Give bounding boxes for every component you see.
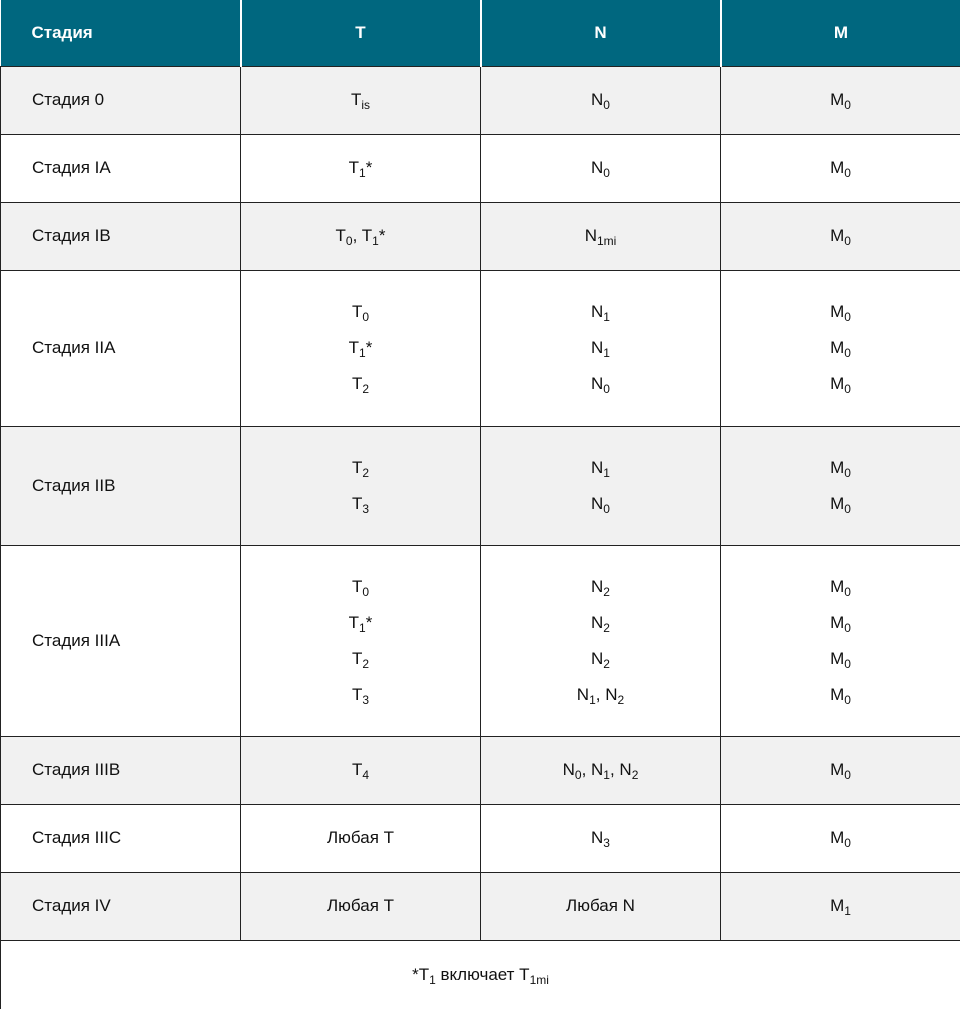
t-cell [241, 270, 481, 426]
t-cell [241, 426, 481, 545]
text-segment: M [830, 374, 845, 393]
text-segment: включает T [435, 965, 530, 984]
cell-line [349, 569, 373, 605]
cell-line [349, 677, 373, 713]
cell-line [830, 158, 851, 178]
text-segment: T [351, 493, 363, 513]
subscript: 0 [844, 768, 851, 782]
cell-line [349, 366, 373, 402]
cell-line [830, 896, 851, 916]
text-segment: N [584, 226, 597, 245]
subscript: 0 [603, 382, 610, 396]
m-cell [721, 270, 960, 426]
text-segment: T [348, 612, 360, 632]
n-cell [481, 872, 721, 940]
subscript: 1mi [596, 234, 617, 248]
subscript: 2 [603, 584, 610, 599]
text-segment: T [351, 760, 363, 779]
subscript: 2 [617, 692, 625, 707]
text-segment: T [351, 576, 363, 596]
cell-lines [591, 158, 610, 178]
text-segment: , N [595, 684, 618, 704]
cell-lines [349, 294, 373, 402]
cell-line [591, 366, 610, 402]
m-cell [721, 202, 960, 270]
text-segment: N [591, 576, 604, 596]
stage-cell: Стадия IIIB [1, 736, 241, 804]
n-cell [481, 270, 721, 426]
text-segment: N [576, 684, 590, 704]
t-cell [241, 736, 481, 804]
text-segment: M [830, 760, 845, 779]
cell-lines [349, 158, 373, 178]
t-cell [241, 804, 481, 872]
subscript: 4 [362, 768, 370, 782]
t-cell [241, 202, 481, 270]
cell-line [349, 330, 373, 366]
subscript: 0 [603, 501, 610, 516]
subscript: 1 [603, 310, 610, 324]
cell-lines [830, 828, 851, 848]
text-segment: T [350, 90, 362, 109]
cell-line [349, 641, 373, 677]
cell-line [563, 760, 639, 780]
cell-line [336, 226, 386, 246]
subscript: 2 [362, 656, 370, 671]
text-segment: * [365, 338, 373, 357]
cell-line [830, 677, 851, 713]
table-row [1, 426, 960, 545]
t-cell [241, 872, 481, 940]
cell-lines [352, 760, 369, 780]
text-segment: , T [352, 226, 373, 245]
subscript: 0 [844, 346, 851, 360]
text-segment: N [591, 828, 604, 847]
subscript: 0 [844, 656, 851, 671]
cell-line [591, 450, 610, 486]
text-segment: M [830, 302, 845, 321]
subscript: 2 [603, 620, 610, 635]
cell-lines [830, 158, 851, 178]
text-segment: M [830, 828, 845, 847]
table-row [1, 270, 960, 426]
n-cell [481, 66, 721, 134]
cell-lines [577, 569, 624, 713]
cell-lines [830, 760, 851, 780]
text-segment: M [830, 226, 845, 245]
cell-line [830, 605, 851, 641]
subscript: 0 [844, 98, 851, 112]
stage-cell: Стадия 0 [1, 66, 241, 134]
table-row [1, 545, 960, 736]
text-segment: Любая N [566, 896, 635, 915]
text-segment: Любая T [326, 896, 395, 915]
cell-lines [830, 896, 851, 916]
subscript: 1 [603, 346, 610, 360]
subscript: 0 [844, 501, 851, 516]
subscript: 3 [603, 836, 610, 850]
header-stage: Стадия [1, 0, 241, 66]
cell-line [591, 90, 610, 110]
cell-line [830, 294, 851, 330]
cell-line [566, 896, 635, 916]
cell-lines [351, 90, 370, 110]
text-segment: M [830, 896, 845, 915]
text-segment: N [562, 760, 575, 779]
text-segment: T [351, 684, 363, 704]
stage-cell: Стадия IIB [1, 426, 241, 545]
subscript: is [361, 98, 371, 112]
text-segment: N [591, 158, 604, 177]
cell-lines [563, 760, 639, 780]
stage-cell: Стадия IB [1, 202, 241, 270]
subscript: 1 [603, 768, 610, 782]
subscript: 0 [844, 836, 851, 850]
subscript: 0 [603, 166, 610, 180]
subscript: 1 [844, 904, 851, 918]
text-segment: T [335, 226, 346, 245]
subscript: 2 [362, 382, 370, 396]
subscript: 1 [589, 692, 596, 707]
cell-lines [830, 450, 851, 522]
cell-line [591, 330, 610, 366]
subscript: 1 [372, 234, 379, 248]
cell-line [591, 158, 610, 178]
subscript: 2 [362, 465, 370, 480]
subscript: 0 [844, 692, 851, 707]
cell-line [577, 605, 624, 641]
cell-lines [830, 569, 851, 713]
cell-line [351, 90, 370, 110]
cell-lines [327, 828, 394, 848]
cell-line [352, 760, 369, 780]
cell-lines [830, 90, 851, 110]
cell-line [349, 605, 373, 641]
text-segment: , N [581, 760, 604, 779]
text-segment: T [348, 158, 360, 177]
t-cell [241, 545, 481, 736]
text-segment: N [591, 338, 604, 357]
text-segment: M [830, 648, 845, 668]
cell-line [591, 828, 610, 848]
subscript: 1 [603, 465, 610, 480]
cell-line [352, 450, 369, 486]
text-segment: N [591, 457, 604, 477]
table-row [1, 66, 960, 134]
text-segment: N [591, 493, 604, 513]
text-segment: T [351, 457, 363, 477]
text-segment: M [830, 457, 845, 477]
cell-lines [830, 294, 851, 402]
m-cell [721, 66, 960, 134]
text-segment: T [348, 338, 360, 357]
m-cell [721, 545, 960, 736]
footnote-row [1, 940, 960, 1009]
subscript: 1 [359, 166, 366, 180]
text-segment: M [830, 612, 845, 632]
subscript: 0 [844, 234, 851, 248]
cell-lines [585, 226, 617, 246]
subscript: 0 [844, 465, 851, 480]
subscript: 1 [429, 973, 436, 987]
cell-line [349, 294, 373, 330]
subscript: 0 [345, 234, 353, 248]
subscript: 0 [844, 310, 851, 324]
cell-line [327, 896, 394, 916]
cell-line [352, 486, 369, 522]
stage-cell: Стадия IIIC [1, 804, 241, 872]
cell-lines [591, 294, 610, 402]
text-segment: * [365, 612, 373, 632]
cell-lines [591, 90, 610, 110]
text-segment: *T [412, 965, 430, 984]
text-segment: N [591, 612, 604, 632]
text-segment: M [830, 576, 845, 596]
subscript: 1 [359, 620, 366, 635]
stage-cell: Стадия IA [1, 134, 241, 202]
stage-cell: Стадия IIA [1, 270, 241, 426]
subscript: 2 [603, 656, 610, 671]
text-segment: N [591, 302, 604, 321]
m-cell [721, 872, 960, 940]
cell-line [591, 486, 610, 522]
m-cell [721, 426, 960, 545]
text-segment: T [351, 374, 363, 393]
text-segment: M [830, 90, 845, 109]
text-segment: Любая T [326, 828, 395, 847]
cell-line [577, 641, 624, 677]
cell-line [577, 569, 624, 605]
n-cell [481, 804, 721, 872]
cell-line [349, 158, 373, 178]
cell-lines [327, 896, 394, 916]
text-segment: N [591, 374, 604, 393]
subscript: 0 [844, 382, 851, 396]
subscript: 1 [359, 346, 366, 360]
t-cell [241, 134, 481, 202]
table-row [1, 872, 960, 940]
cell-lines [591, 450, 610, 522]
text-segment: N [591, 90, 604, 109]
text-segment: N [591, 648, 604, 668]
text-segment: * [365, 158, 373, 177]
cell-line [577, 677, 624, 713]
m-cell [721, 804, 960, 872]
cell-lines [566, 896, 635, 916]
cell-line [585, 226, 617, 246]
subscript: 2 [631, 768, 639, 782]
subscript: 0 [362, 584, 370, 599]
n-cell [481, 134, 721, 202]
table-row [1, 736, 960, 804]
text-segment: T [351, 648, 363, 668]
n-cell [481, 736, 721, 804]
cell-lines [336, 226, 386, 246]
subscript: 0 [574, 768, 582, 782]
text-segment: M [830, 338, 845, 357]
footnote [1, 940, 960, 1009]
cell-line [830, 450, 851, 486]
subscript: 0 [844, 166, 851, 180]
table-row [1, 804, 960, 872]
stage-cell: Стадия IV [1, 872, 241, 940]
m-cell [721, 736, 960, 804]
subscript: 3 [362, 501, 370, 516]
subscript: 0 [844, 620, 851, 635]
cell-line [591, 294, 610, 330]
m-cell [721, 134, 960, 202]
t-cell [241, 66, 481, 134]
header-n: N [481, 0, 721, 66]
cell-line [327, 828, 394, 848]
cell-lines [349, 569, 373, 713]
text-segment: M [830, 493, 845, 513]
stage-cell: Стадия IIIA [1, 545, 241, 736]
cell-line [830, 90, 851, 110]
text-segment: T [351, 302, 363, 321]
cell-lines [352, 450, 369, 522]
cell-line [830, 226, 851, 246]
cell-line [830, 366, 851, 402]
subscript: 0 [844, 584, 851, 599]
subscript: 3 [362, 692, 370, 707]
n-cell [481, 202, 721, 270]
cell-lines [830, 226, 851, 246]
n-cell [481, 545, 721, 736]
subscript: 1mi [529, 973, 549, 987]
header-t: T [241, 0, 481, 66]
cell-line [830, 828, 851, 848]
text-segment: M [830, 158, 845, 177]
header-row [1, 0, 960, 66]
header-m: M [721, 0, 960, 66]
text-segment: , N [609, 760, 632, 779]
subscript: 0 [362, 310, 370, 324]
subscript: 0 [603, 98, 610, 112]
cell-line [830, 760, 851, 780]
cell-line [830, 641, 851, 677]
text-segment: M [830, 684, 845, 704]
cell-lines [591, 828, 610, 848]
table-row [1, 202, 960, 270]
n-cell [481, 426, 721, 545]
cell-line [830, 569, 851, 605]
table-row [1, 134, 960, 202]
cell-line [830, 486, 851, 522]
cell-line [830, 330, 851, 366]
text-segment: * [378, 226, 386, 245]
